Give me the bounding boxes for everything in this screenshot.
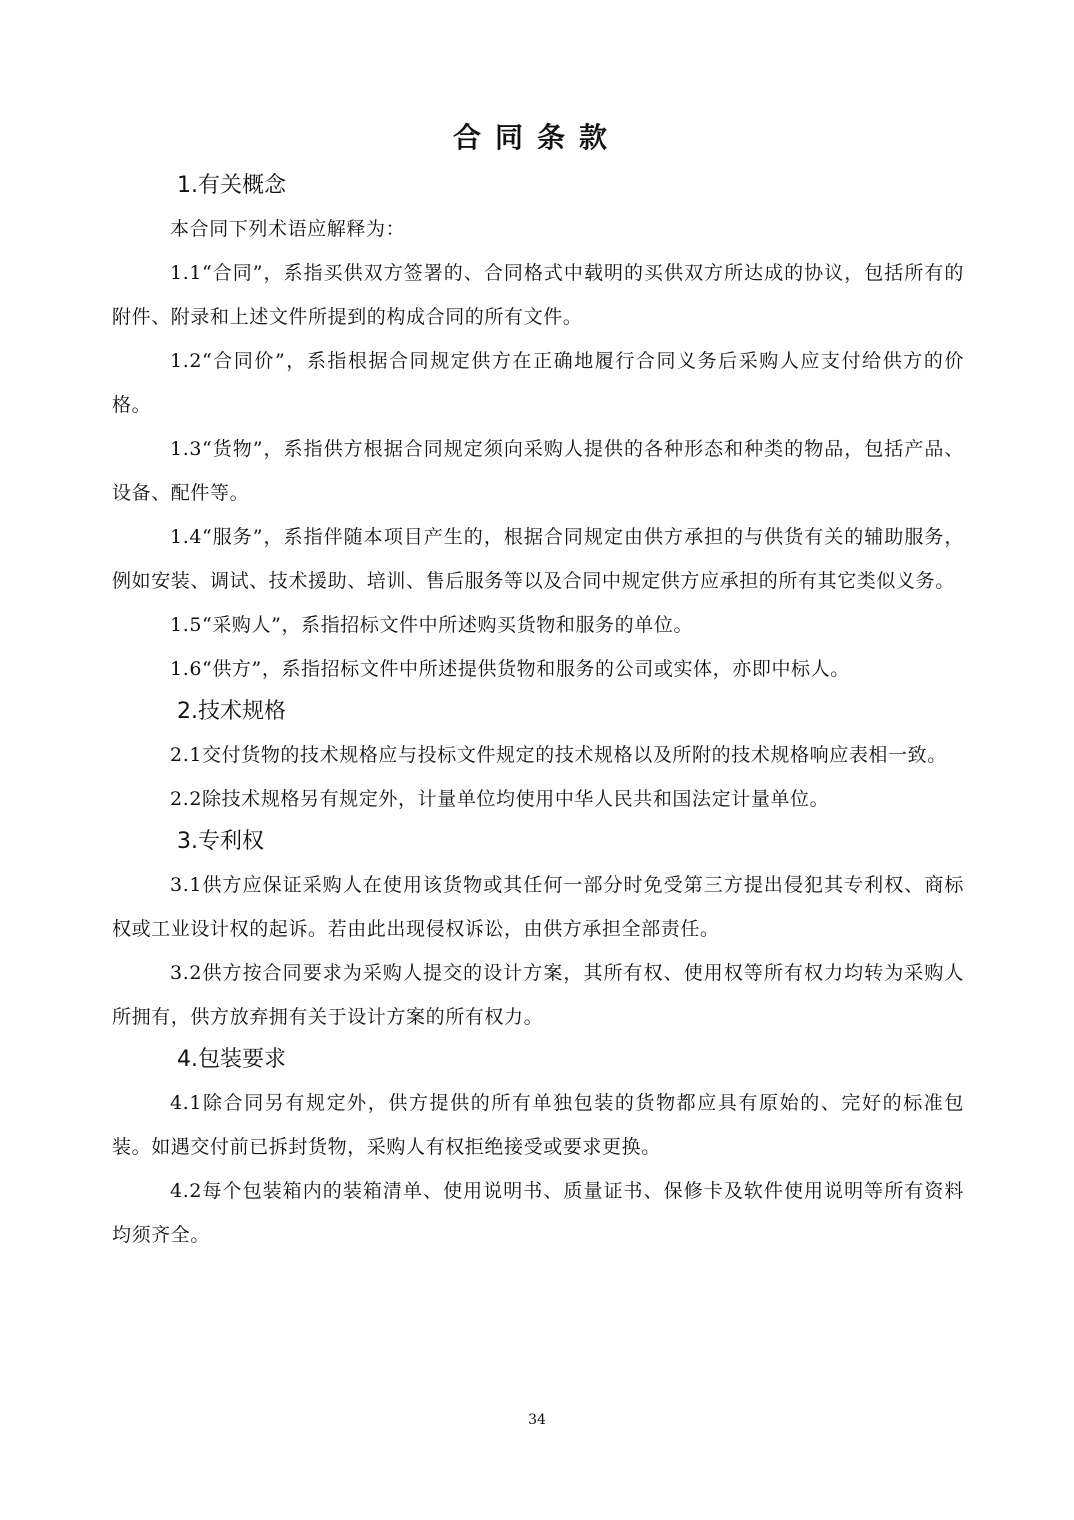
section-heading: 1.有关概念: [177, 173, 286, 198]
section-heading: 3.专利权: [177, 829, 264, 854]
paragraph: 3.1供方应保证采购人在使用该货物或其任何一部分时免受第三方提出侵犯其专利权、商标权或工业设计权的起诉。若由此出现侵权诉讼，由供方承担全部责任。: [112, 874, 964, 940]
paragraph: 1.1“合同”，系指买供双方签署的、合同格式中载明的买供双方所达成的协议，包括所有的附件、附录和上述文件所提到的构成合同的所有文件。: [112, 262, 964, 328]
paragraph: 2.1交付货物的技术规格应与投标文件规定的技术规格以及所附的技术规格响应表相一致。: [170, 744, 947, 766]
paragraph: 1.4“服务”，系指伴随本项目产生的，根据合同规定由供方承担的与供货有关的辅助服务，例如安装、调试、技术援助、培训、售后服务等以及合同中规定供方应承担的所有其它类似义务。: [112, 526, 964, 592]
paragraph: 4.2每个包装箱内的装箱清单、使用说明书、质量证书、保修卡及软件使用说明等所有资料均须齐全。: [112, 1180, 964, 1246]
document-body: [112, 165, 964, 1257]
paragraph: 本合同下列术语应解释为：: [170, 218, 406, 240]
paragraph: 1.5“采购人”，系指招标文件中所述购买货物和服务的单位。: [170, 614, 694, 636]
paragraph: 2.2除技术规格另有规定外，计量单位均使用中华人民共和国法定计量单位。: [170, 788, 830, 810]
paragraph: 1.2“合同价”，系指根据合同规定供方在正确地履行合同义务后采购人应支付给供方的价格。: [112, 350, 964, 416]
paragraph: 1.3“货物”，系指供方根据合同规定须向采购人提供的各种形态和种类的物品，包括产品、设备、配件等。: [112, 438, 964, 504]
section-heading: 4.包装要求: [177, 1047, 286, 1072]
page-number: 34: [528, 1412, 546, 1428]
paragraph: 1.6“供方”，系指招标文件中所述提供货物和服务的公司或实体，亦即中标人。: [170, 658, 850, 680]
paragraph: 3.2供方按合同要求为采购人提交的设计方案，其所有权、使用权等所有权力均转为采购人所拥有，供方放弃拥有关于设计方案的所有权力。: [112, 962, 964, 1028]
paragraph: 4.1除合同另有规定外，供方提供的所有单独包装的货物都应具有原始的、完好的标准包装。如遇交付前已拆封货物，采购人有权拒绝接受或要求更换。: [112, 1092, 964, 1158]
page-title: 合同条款: [452, 121, 621, 154]
section-heading: 2.技术规格: [177, 699, 286, 724]
